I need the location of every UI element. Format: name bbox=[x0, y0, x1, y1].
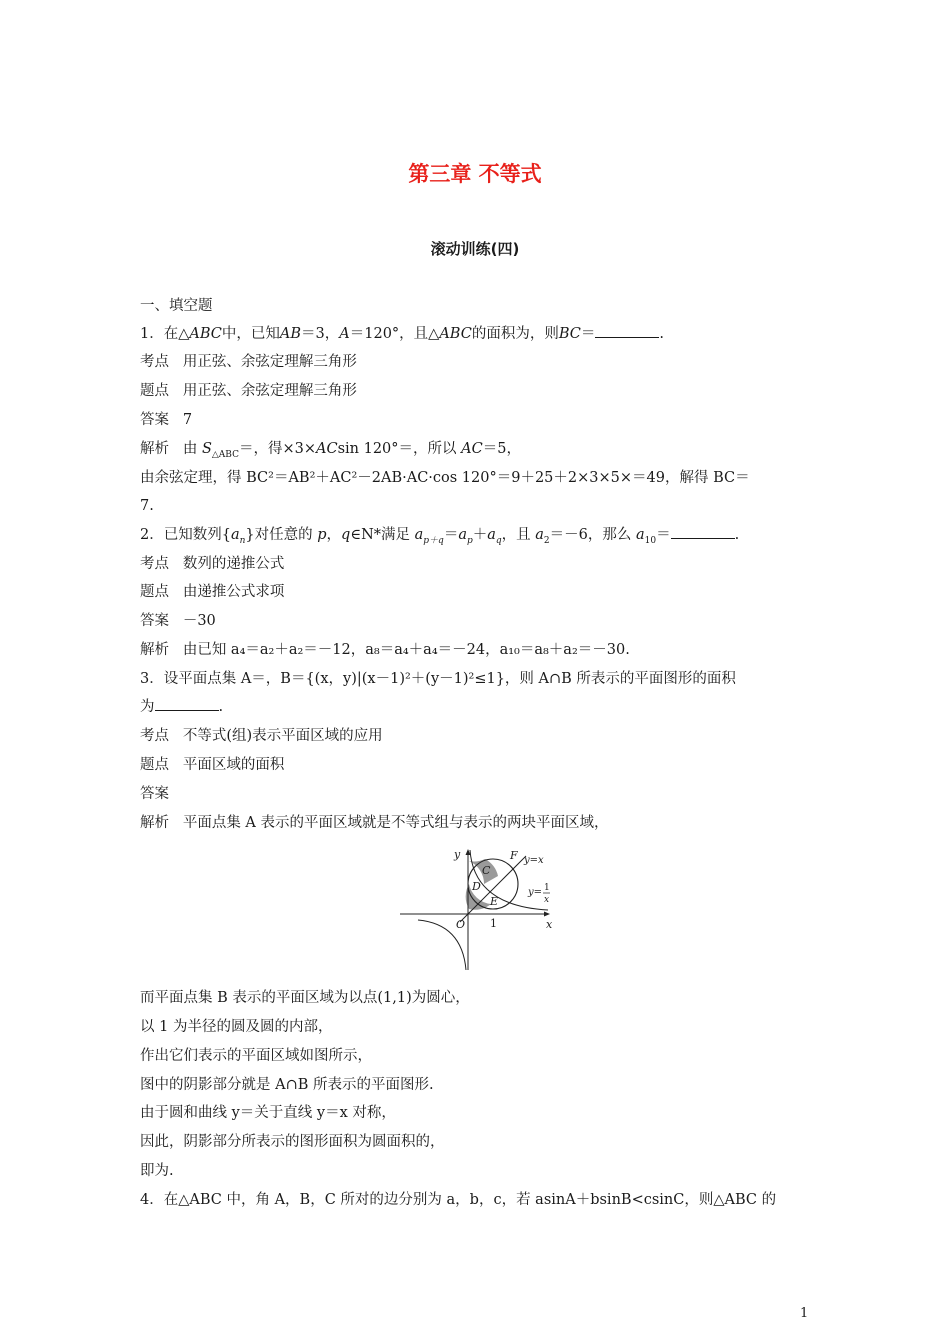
q3-tidian: 题点 平面区域的面积 bbox=[140, 757, 285, 773]
q1-answer: 答案 7 bbox=[140, 412, 193, 428]
region-label-d: D bbox=[472, 880, 481, 893]
q3-answer: 答案 bbox=[140, 786, 169, 802]
q1-tidian: 题点 用正弦、余弦定理解三角形 bbox=[140, 383, 357, 399]
q1-jiexi-3: 7. bbox=[140, 498, 154, 514]
region-label-c: C bbox=[482, 864, 491, 877]
point-label-f: F bbox=[510, 849, 518, 862]
curve-label-y: y= bbox=[528, 887, 543, 898]
q2-jiexi: 解析 由已知 a₄＝a₂＋a₂＝－12，a₈＝a₄＋a₄＝－24，a₁₀＝a₈＋a₂＝－30. bbox=[140, 642, 630, 658]
q2-kaodian: 考点 数列的递推公式 bbox=[140, 556, 285, 572]
q3-line-4: 图中的阴影部分就是 A∩B 所表示的平面图形. bbox=[140, 1077, 434, 1093]
q3-line-7: 即为. bbox=[140, 1163, 174, 1179]
q3-line-2: 以 1 为半径的圆及圆的内部， bbox=[140, 1019, 333, 1035]
section-title: 滚动训练(四) bbox=[430, 240, 520, 258]
y-axis-label: y bbox=[454, 848, 461, 861]
answer-blank bbox=[155, 698, 219, 711]
q1-jiexi-2: 由余弦定理，得 BC²＝AB²＋AC²－2AB·AC·cos 120°＝9＋25＋2×3×5×＝49，解得 BC＝ bbox=[140, 470, 750, 486]
section-heading: 一、填空题 bbox=[140, 298, 213, 314]
region-diagram bbox=[398, 846, 560, 972]
origin-label: O bbox=[456, 918, 466, 931]
q3-line-6: 因此，阴影部分所表示的图形面积为圆面积的， bbox=[140, 1134, 445, 1150]
q3-line-1: 而平面点集 B 表示的平面区域为以点(1,1)为圆心， bbox=[140, 990, 470, 1006]
question-2-stem: 2．已知数列$\{a_n\}$对任意的 p，q∈N*满足 $a_{p+q}=a_p+a_q$，且 $a_2=-6$，那么 $a_{10}=$ . bbox=[140, 527, 740, 546]
q2-tidian: 题点 由递推公式求项 bbox=[140, 584, 285, 600]
question-4-stem: 4．在△ABC 中，角 A，B，C 所对的边分别为 a，b，c，若 asinA＋bsinB<csinC，则△ABC 的 bbox=[140, 1192, 777, 1208]
q1-kaodian: 考点 用正弦、余弦定理解三角形 bbox=[140, 354, 357, 370]
curve-label-denominator: x bbox=[544, 895, 550, 905]
q2-answer: 答案 －30 bbox=[140, 613, 216, 629]
q3-line-3: 作出它们表示的平面区域如图所示， bbox=[140, 1048, 372, 1064]
tick-label-one: 1 bbox=[490, 917, 497, 930]
x-axis-label: x bbox=[546, 918, 553, 931]
q1-jiexi-1: 解析 由 $S_{\triangle ABC}=$，得×3×ACsin 120°＝，所以 AC＝5， bbox=[140, 441, 521, 460]
line-label: y=x bbox=[524, 855, 544, 866]
curve-label-numerator: 1 bbox=[544, 883, 550, 893]
question-3-stem-2: 为 . bbox=[140, 699, 224, 715]
q3-jiexi-1: 解析 平面点集 A 表示的平面区域就是不等式组与表示的两块平面区域， bbox=[140, 815, 609, 831]
q3-line-5: 由于圆和曲线 y＝关于直线 y＝x 对称， bbox=[140, 1105, 396, 1121]
question-3-stem-1: 3．设平面点集 A＝，B＝{(x，y)|(x－1)²＋(y－1)²≤1}，则 A∩B 所表示的平面图形的面积 bbox=[140, 671, 736, 687]
question-1-stem: 1．在△ABC中，已知AB＝3，A＝120°，且△ABC的面积为，则BC＝ . bbox=[140, 326, 664, 342]
answer-blank bbox=[595, 325, 659, 338]
chapter-title: 第三章 不等式 bbox=[408, 162, 542, 186]
q3-kaodian: 考点 不等式(组)表示平面区域的应用 bbox=[140, 728, 383, 744]
region-label-e: E bbox=[490, 895, 499, 908]
page-number: 1 bbox=[800, 1306, 809, 1321]
answer-blank bbox=[671, 526, 735, 539]
